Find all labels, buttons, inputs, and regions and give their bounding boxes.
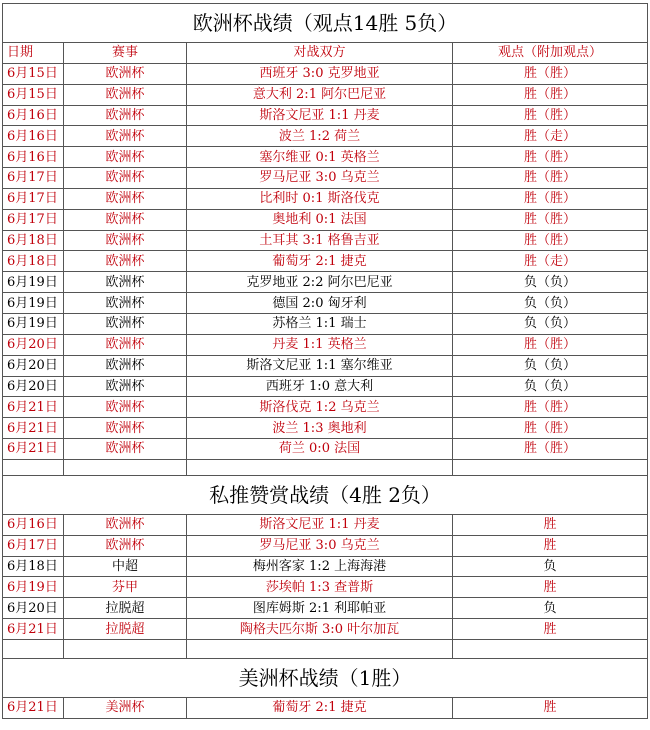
result-cell: 胜（胜） (453, 105, 648, 126)
table-row (3, 63, 648, 84)
match-cell: 荷兰 0:0 法国 (187, 439, 453, 460)
result-cell: 胜（胜） (453, 397, 648, 418)
event-cell: 欧洲杯 (64, 209, 187, 230)
match-cell: 莎埃帕 1:3 查普斯 (187, 577, 453, 598)
result-cell: 胜 (453, 619, 648, 640)
table-row (3, 556, 648, 577)
table-row (3, 514, 648, 535)
event-cell: 欧洲杯 (64, 334, 187, 355)
event-cell: 欧洲杯 (64, 188, 187, 209)
date-cell: 6月15日 (3, 63, 64, 84)
event-cell: 欧洲杯 (64, 418, 187, 439)
table-row (3, 126, 648, 147)
table-row (3, 376, 648, 397)
empty-cell (64, 459, 187, 475)
match-cell: 斯洛文尼亚 1:1 丹麦 (187, 514, 453, 535)
empty-cell (453, 459, 648, 475)
result-cell: 胜 (453, 535, 648, 556)
section-title-row (3, 658, 648, 697)
empty-cell (187, 459, 453, 475)
date-cell: 6月20日 (3, 355, 64, 376)
date-cell: 6月21日 (3, 439, 64, 460)
result-cell: 胜（胜） (453, 168, 648, 189)
date-cell: 6月20日 (3, 376, 64, 397)
table-row (3, 619, 648, 640)
section-title-row (3, 4, 648, 43)
spacer-row (3, 639, 648, 658)
match-cell: 波兰 1:3 奥地利 (187, 418, 453, 439)
table-row (3, 313, 648, 334)
result-cell: 胜（胜） (453, 230, 648, 251)
match-cell: 土耳其 3:1 格鲁吉亚 (187, 230, 453, 251)
result-cell: 胜（胜） (453, 188, 648, 209)
date-cell: 6月16日 (3, 514, 64, 535)
event-cell: 拉脱超 (64, 619, 187, 640)
date-cell: 6月21日 (3, 619, 64, 640)
column-header: 赛事 (64, 43, 187, 64)
result-cell: 负 (453, 556, 648, 577)
event-cell: 欧洲杯 (64, 147, 187, 168)
event-cell: 欧洲杯 (64, 126, 187, 147)
date-cell: 6月20日 (3, 598, 64, 619)
match-cell: 梅州客家 1:2 上海海港 (187, 556, 453, 577)
match-cell: 比利时 0:1 斯洛伐克 (187, 188, 453, 209)
result-cell: 胜（走） (453, 251, 648, 272)
table-row (3, 188, 648, 209)
match-cell: 塞尔维亚 0:1 英格兰 (187, 147, 453, 168)
empty-cell (64, 639, 187, 658)
date-cell: 6月19日 (3, 293, 64, 314)
result-cell: 胜（胜） (453, 84, 648, 105)
table-row (3, 439, 648, 460)
table-row (3, 535, 648, 556)
section-title: 美洲杯战绩（1胜） (3, 658, 648, 697)
event-cell: 欧洲杯 (64, 168, 187, 189)
event-cell: 欧洲杯 (64, 84, 187, 105)
table-row (3, 84, 648, 105)
date-cell: 6月16日 (3, 126, 64, 147)
date-cell: 6月19日 (3, 577, 64, 598)
table-row (3, 147, 648, 168)
result-cell: 胜（胜） (453, 439, 648, 460)
match-cell: 意大利 2:1 阿尔巴尼亚 (187, 84, 453, 105)
table-row (3, 251, 648, 272)
match-cell: 陶格夫匹尔斯 3:0 叶尔加瓦 (187, 619, 453, 640)
section-title-row (3, 475, 648, 514)
match-cell: 图库姆斯 2:1 利耶帕亚 (187, 598, 453, 619)
match-cell: 波兰 1:2 荷兰 (187, 126, 453, 147)
match-cell: 德国 2:0 匈牙利 (187, 293, 453, 314)
event-cell: 欧洲杯 (64, 355, 187, 376)
event-cell: 欧洲杯 (64, 313, 187, 334)
event-cell: 欧洲杯 (64, 63, 187, 84)
column-header: 日期 (3, 43, 64, 64)
match-cell: 斯洛文尼亚 1:1 丹麦 (187, 105, 453, 126)
result-cell: 胜 (453, 577, 648, 598)
event-cell: 欧洲杯 (64, 251, 187, 272)
match-cell: 罗马尼亚 3:0 乌克兰 (187, 535, 453, 556)
result-cell: 胜（胜） (453, 334, 648, 355)
empty-cell (3, 459, 64, 475)
match-cell: 奥地利 0:1 法国 (187, 209, 453, 230)
result-cell: 负（负） (453, 272, 648, 293)
date-cell: 6月21日 (3, 397, 64, 418)
date-cell: 6月18日 (3, 230, 64, 251)
table-row (3, 334, 648, 355)
event-cell: 欧洲杯 (64, 397, 187, 418)
date-cell: 6月21日 (3, 697, 64, 718)
table-header-row (3, 43, 648, 64)
date-cell: 6月16日 (3, 147, 64, 168)
date-cell: 6月18日 (3, 251, 64, 272)
result-cell: 胜（胜） (453, 209, 648, 230)
result-cell: 胜 (453, 514, 648, 535)
result-cell: 胜（胜） (453, 147, 648, 168)
date-cell: 6月18日 (3, 556, 64, 577)
event-cell: 拉脱超 (64, 598, 187, 619)
result-cell: 胜（胜） (453, 418, 648, 439)
date-cell: 6月17日 (3, 188, 64, 209)
column-header: 观点（附加观点） (453, 43, 648, 64)
table-row (3, 697, 648, 718)
event-cell: 欧洲杯 (64, 105, 187, 126)
event-cell: 欧洲杯 (64, 376, 187, 397)
empty-cell (453, 639, 648, 658)
empty-cell (3, 639, 64, 658)
date-cell: 6月16日 (3, 105, 64, 126)
result-cell: 负（负） (453, 355, 648, 376)
match-cell: 丹麦 1:1 英格兰 (187, 334, 453, 355)
event-cell: 欧洲杯 (64, 272, 187, 293)
table-row (3, 418, 648, 439)
table-row (3, 355, 648, 376)
table-row (3, 272, 648, 293)
table-row (3, 577, 648, 598)
event-cell: 中超 (64, 556, 187, 577)
match-cell: 斯洛伐克 1:2 乌克兰 (187, 397, 453, 418)
results-table-body (3, 4, 648, 719)
spacer-row (3, 459, 648, 475)
table-row (3, 168, 648, 189)
result-cell: 负（负） (453, 293, 648, 314)
result-cell: 负（负） (453, 376, 648, 397)
date-cell: 6月21日 (3, 418, 64, 439)
result-cell: 胜（走） (453, 126, 648, 147)
event-cell: 欧洲杯 (64, 293, 187, 314)
table-row (3, 230, 648, 251)
match-cell: 葡萄牙 2:1 捷克 (187, 697, 453, 718)
match-cell: 克罗地亚 2:2 阿尔巴尼亚 (187, 272, 453, 293)
event-cell: 美洲杯 (64, 697, 187, 718)
results-table (2, 3, 648, 719)
event-cell: 欧洲杯 (64, 230, 187, 251)
column-header: 对战双方 (187, 43, 453, 64)
date-cell: 6月17日 (3, 209, 64, 230)
match-cell: 葡萄牙 2:1 捷克 (187, 251, 453, 272)
match-cell: 斯洛文尼亚 1:1 塞尔维亚 (187, 355, 453, 376)
result-cell: 胜（胜） (453, 63, 648, 84)
table-row (3, 293, 648, 314)
event-cell: 欧洲杯 (64, 535, 187, 556)
event-cell: 欧洲杯 (64, 439, 187, 460)
table-row (3, 105, 648, 126)
event-cell: 欧洲杯 (64, 514, 187, 535)
date-cell: 6月20日 (3, 334, 64, 355)
match-cell: 罗马尼亚 3:0 乌克兰 (187, 168, 453, 189)
event-cell: 芬甲 (64, 577, 187, 598)
table-row (3, 397, 648, 418)
empty-cell (187, 639, 453, 658)
date-cell: 6月15日 (3, 84, 64, 105)
result-cell: 负 (453, 598, 648, 619)
table-row (3, 598, 648, 619)
match-cell: 西班牙 1:0 意大利 (187, 376, 453, 397)
date-cell: 6月19日 (3, 313, 64, 334)
date-cell: 6月17日 (3, 535, 64, 556)
table-row (3, 209, 648, 230)
section-title: 欧洲杯战绩（观点14胜 5负） (3, 4, 648, 43)
result-cell: 胜 (453, 697, 648, 718)
section-title: 私推赞赏战绩（4胜 2负） (3, 475, 648, 514)
result-cell: 负（负） (453, 313, 648, 334)
date-cell: 6月19日 (3, 272, 64, 293)
date-cell: 6月17日 (3, 168, 64, 189)
match-cell: 西班牙 3:0 克罗地亚 (187, 63, 453, 84)
results-sheet (2, 3, 647, 719)
match-cell: 苏格兰 1:1 瑞士 (187, 313, 453, 334)
